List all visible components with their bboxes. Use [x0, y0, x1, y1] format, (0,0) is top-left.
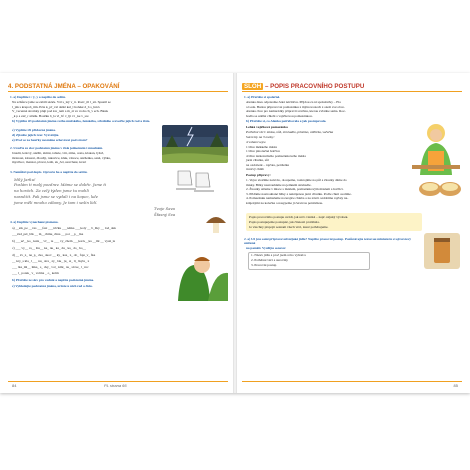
ex1-c: c) Vyplňte tři přídavná jména.: [12, 128, 56, 132]
ingredient: 4 lžíce nízkotučného pomazánkového másla: [246, 153, 306, 158]
ex2-line: myslivec, manzat, plavat, letět, sk_čel, uzavřené, kvart: [12, 160, 87, 164]
ingredient: 1 lžíce plnotučné hořčice: [246, 149, 280, 153]
ex2-title: 2. Uveďte ze slov podstatná jména v čísle jednotném i množném.: [10, 146, 104, 150]
ex1-line: l_ják s krupob_tím. Prša k_př_val deště kal_l hořeké d_b s_lnici.: [12, 104, 101, 109]
ex4-c: c) Vyhledejte podstatná jména, určete u nich rod a číslo.: [12, 284, 93, 288]
ex4-line: b) ___uč__ko_ kula__ vč__ te ___ vy_chem ___kat k__ka __ml __ vyuš_le: [12, 239, 116, 243]
letter-line: na horách. Za celý týden jsme tu mohli: [14, 188, 89, 193]
ingredients-label: Suroviny na 3 osoby:: [246, 135, 275, 139]
right-heading-text: – POPIS PRACOVNÍHO POSTUPU: [264, 83, 365, 90]
ingredient: jarní cibulka, sůl: [246, 158, 269, 162]
step: 2. Žloutky utřeme v misce s máslem, pomazánkovým máslem a hořčicí.: [246, 187, 344, 191]
ex4-line: ___ l_ potek_ v_ volma _ o_ kolm: [12, 271, 59, 275]
outline-item: 1. Název jídla a proč jsem si ho vybral/a: [251, 252, 306, 257]
ex1-b: b) Vyplňte tři podstatná jména svého mužského, ženského, středního a uveďte jejich rod a číslo.: [12, 119, 151, 123]
step: 1. Vejce uvaříme natvrdo, oloupeme, rozkrojíme na půl a žloutky dáme do: [246, 178, 347, 182]
sloh-tag: SLOH: [244, 83, 262, 90]
mushroom-illustration: [204, 213, 228, 235]
ex4-title: 4. a) Doplňte vynechané písmena.: [10, 220, 59, 224]
r-ex2-sub: na paměti. Využijte osnovu:: [246, 246, 287, 250]
ex1-line: _k p a zaž_r střešk. Bouřku b_la vl_bť v_lji ví _ke v_sre: [12, 113, 89, 118]
r-ex1-line: hodla se udělat chlebi s vajíčkovou pomazánkou.: [246, 113, 313, 118]
letter-line: jsme měli mnoho zábavy. Je tam i sešin lidí.: [14, 200, 98, 205]
textbook-spread: [0, 73, 470, 393]
ex1-line: Na schůzce jsme se zabili skórk. Vál s_laý v_tr. Rozv_til l_sti. Spustil se: [12, 100, 111, 104]
rule-note-line: Popis postupujeme postupně, jak činnosti probíhala.: [249, 219, 320, 224]
jar-illustration: [424, 233, 460, 269]
ingredient: na ozdobení – rajčata, petrželka: [246, 162, 290, 167]
left-footer-note: PL strana 66: [104, 383, 127, 388]
r-ex1-line: Alenka dnes odpoledne čeká návštěvu. Přijdou za ní spolužačky – Ela: [246, 100, 341, 104]
left-footer-rule: [8, 381, 228, 382]
ex1-d: d) Zjistěte jejich tvar. Vyzvětijte.: [12, 133, 60, 137]
ex2-line: bruslit, ledový, sněžit, zimní, tabule, vítr, zima, cesta, klokan, lyžař,: [12, 151, 104, 155]
right-page-heading: [242, 83, 462, 92]
r-ex1-line: a Lada. Budou připravovat pomazánku z mýtnovostech z okolí své obce.: [246, 104, 345, 109]
storm-photo: [162, 125, 228, 163]
ex4-line: d) __ zv_z_ na_p_ cka_ skov __ ky_ kas_ z_ ob_ foje_v_ fka: [12, 253, 96, 257]
book-gutter: [233, 73, 237, 393]
left-page-number: 84: [12, 383, 17, 388]
letter-line: Poslám ti malý pozdrav. Máme se dobře. Jsme ti: [14, 182, 107, 187]
ingredient: 1 lžíce měkkého másla: [246, 144, 277, 149]
ice-skates-illustration: [174, 169, 222, 195]
ex1-line: V_vecenné stromky plují pod kw_tem a m_zí ve vodu ch_v ech. Blesk: [12, 109, 109, 113]
ex4-line: __ kry_s kla_ l___ nu_ stra_ zy_ lsk_ ju_ st_ li_ lkyla_ x: [12, 259, 90, 263]
step: 4. Pomazánku namažeme na krajíce chleba a na závěr ozdobíme rajčaty na-: [246, 196, 349, 200]
r-ex1-line: Alenka chce pro kamarádky připravit svačinu, kterou zvládne sama. Roz-: [246, 109, 346, 113]
step: misky. Bílky nastrouháme na jemném struhadle.: [246, 182, 312, 187]
ex4-line: ___žad_pét_blk __ m__chmu_chna __ pot __p__lka: [12, 232, 84, 236]
rule-note-line: Popis pracovního postupu uvádí, jak určo vzniká – např. nějaký výrobek.: [249, 214, 349, 219]
ex4-line: a) __stk_pe __vas ___fast ___tričku ___tehka ___koly __ b_žky __ lod_dek: [12, 226, 116, 230]
right-page: [238, 73, 466, 393]
rule-note-line: Je všechny přepojit seznam všech věcí, které potřebujeme.: [249, 224, 329, 229]
ex4-line: c) ___ vy__ ra__ štu__ ka_ nu_ ka_ du_ ka_ do_ ho__: [12, 246, 86, 250]
ingredient: čerstvý chléb: [246, 167, 264, 171]
letter-line: Milý Jarku!: [14, 177, 36, 182]
outline-item: 3. Pracovní postup: [251, 262, 277, 267]
r-ex1-b: b) Přečtěte si, co Alenka potřebovala a jak postupovala.: [246, 119, 327, 123]
ex1-e: e) Proč se za bouřky nesmíme schovávat pod strom?: [12, 138, 88, 142]
step: 3. Přidáme nastrouhané bílky a nakrájenou jarní cibulku. Podle chuti osolíme.: [246, 191, 352, 196]
ex3-title: 3. Nemůžeš pod dopis. Opravte ho a napište do sešitu.: [10, 170, 88, 174]
ex1-title: 1. a) Doplňte í / ý, y a napište do sešitu.: [10, 95, 67, 99]
ex4-line: ___ lka_ml__ lúka_ s_ cky_ vol_ kmí_ ns_ slove_ l_vec: [12, 265, 89, 269]
letter-line: nasněžit. Pak jsme se vydali i na kopec, kde: [14, 194, 98, 199]
step: krájenými na kolečka a nasypeme ji čerstvou petrželkou.: [246, 200, 324, 205]
left-page: [4, 73, 232, 393]
letter-signature: Šťasný Sva: [154, 212, 176, 217]
ex2-line: mrznout, klouzat, dlouhý, rukavice, kluk, vánoce, sněženka, saně, výška,: [12, 155, 111, 160]
ingredient: 4 vařená vejce: [246, 140, 266, 144]
boy-peeking-illustration: [174, 251, 230, 301]
outline-item: 2. Potřebné věci a suroviny: [251, 257, 289, 262]
left-page-heading: 4. PODSTATNÁ JMÉNA – OPAKOVÁNÍ: [8, 83, 228, 92]
letter-signature: Tvoje Sava: [154, 206, 175, 211]
bread-rolls-photo: [418, 177, 462, 199]
girl-cooking-illustration: [410, 119, 462, 175]
procedure-label: Postup přípravy:: [246, 173, 271, 177]
right-page-number: 85: [453, 383, 458, 388]
r-ex2-title: 2. a) Už jste sami připravovali nějaké jídlo? Napište pracovní postup. Pozůstávejte textovou miniaturu svojí textový smíšené: [244, 237, 411, 246]
right-footer-rule: [242, 381, 462, 382]
recipe-title: Lehká vajíčková pomazánka: [246, 125, 288, 129]
recipe-needs: Potřebné věci: miska, nůž, struhadlo, prkénko, vidlička, vařečka: [246, 130, 334, 134]
ex4-b: b) Přečtěte ze slov pro veduté a napište podstatná jména.: [12, 278, 95, 282]
r-ex1-title: 1. a) Přečtěte si společně.: [244, 95, 280, 99]
